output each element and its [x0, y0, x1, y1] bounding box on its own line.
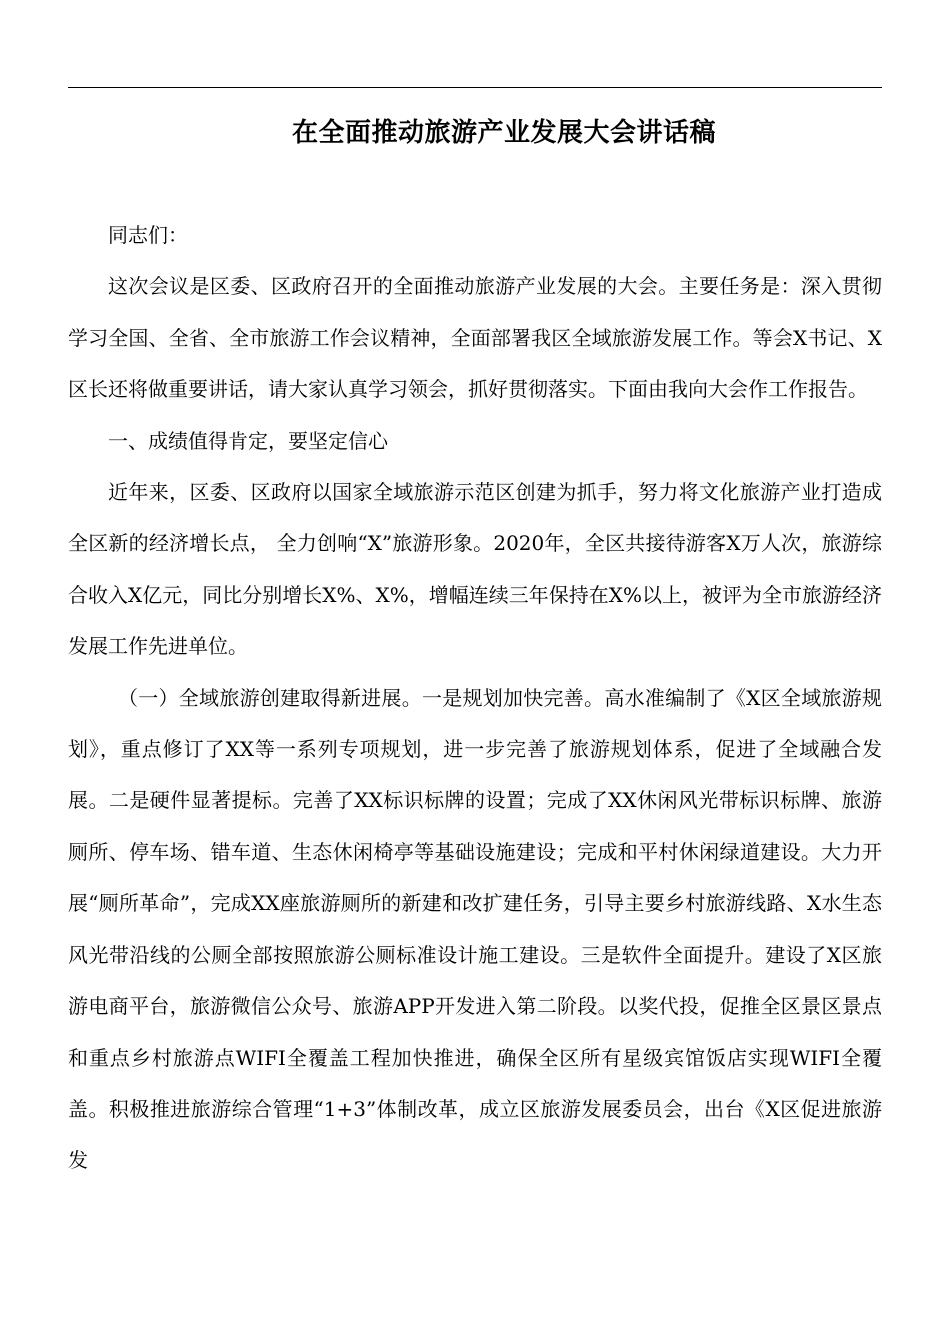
document-title: 在全面推动旅游产业发展大会讲话稿: [291, 118, 716, 149]
header-rule: [68, 87, 882, 88]
document-body: [68, 210, 882, 1187]
salutation-paragraph: 同志们：: [108, 223, 188, 247]
subsection-paragraph: （一）全域旅游创建取得新进展。一是规划加快完善。高水准编制了《X区全域旅游规划》，重点修订了XX等一系列专项规划，进一步完善了旅游规划体系，促进了全域融合发展。二是硬件显著提标。完善了XX标识标牌的设置；完成了XX休闲风光带标识标牌、旅游厕所、停车场、错车道、生态休闲椅亭等基础设施建设；完成和平村休闲绿道建设。大力开展“厕所革命”，完成XX座旅游厕所的新建和改扩建任务，引导主要乡村旅游线路、X水生态风光带沿线的公厕全部按照旅游公厕标准设计施工建设。三是软件全面提升。建设了X区旅游电商平台，旅游微信公众号、旅游APP开发进入第二阶段。以奖代投，促推全区景区景点和重点乡村旅游点WIFI全覆盖工程加快推进，确保全区所有星级宾馆饭店实现WIFI全覆盖。积极推进旅游综合管理“1+3”体制改革，成立区旅游发展委员会，出台《X区促进旅游发: [68, 685, 882, 1173]
intro-paragraph: 这次会议是区委、区政府召开的全面推动旅游产业发展的大会。主要任务是：深入贯彻学习全国、全省、全市旅游工作会议精神，全面部署我区全域旅游发展工作。等会X书记、X区长还将做重要讲话，请大家认真学习领会，抓好贯彻落实。下面由我向大会作工作报告。: [68, 274, 882, 402]
achievements-paragraph: 近年来，区委、区政府以国家全域旅游示范区创建为抓手，努力将文化旅游产业打造成全区新的经济增长点， 全力创响“X”旅游形象。2020年，全区共接待游客X万人次，旅游综合收入X亿元，同比分别增长X%、X%，增幅连续三年保持在X%以上，被评为全市旅游经济发展工作先进单位。: [68, 480, 882, 659]
section-heading: 一、成绩值得肯定，要坚定信心: [108, 428, 388, 453]
